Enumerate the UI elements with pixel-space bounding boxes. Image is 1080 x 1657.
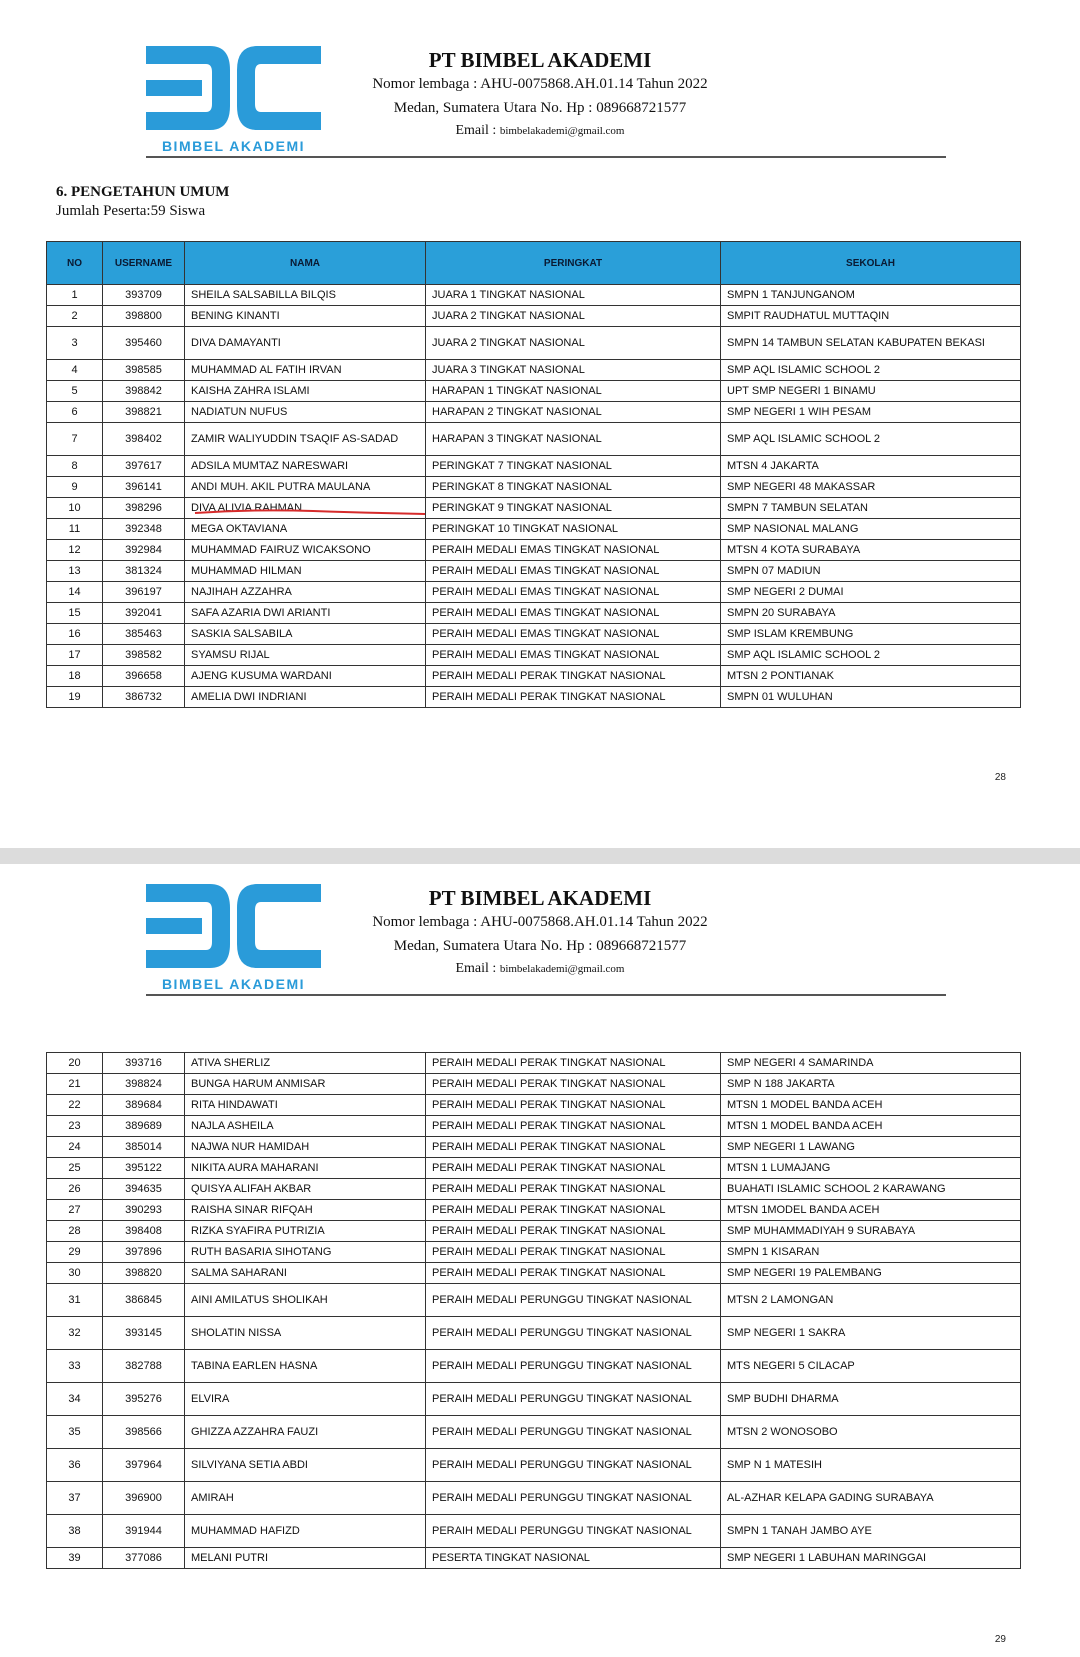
name-cell: ZAMIR WALIYUDDIN TSAQIF AS-SADAD xyxy=(185,423,426,456)
username-cell: 377086 xyxy=(103,1548,185,1569)
name-cell: RAISHA SINAR RIFQAH xyxy=(185,1200,426,1221)
username-cell: 395276 xyxy=(103,1383,185,1416)
name-cell: SASKIA SALSABILA xyxy=(185,624,426,645)
table-row xyxy=(47,1515,1021,1548)
username-cell: 398408 xyxy=(103,1221,185,1242)
table-row xyxy=(47,582,1021,603)
rank-cell: PERAIH MEDALI PERAK TINGKAT NASIONAL xyxy=(426,1074,721,1095)
row-number: 37 xyxy=(47,1482,103,1515)
header-peringkat: PERINGKAT xyxy=(426,242,721,285)
rank-cell: PERINGKAT 9 TINGKAT NASIONAL xyxy=(426,498,721,519)
page-number: 28 xyxy=(994,772,1006,783)
name-cell: ELVIRA xyxy=(185,1383,426,1416)
school-cell: SMP AQL ISLAMIC SCHOOL 2 xyxy=(721,360,1021,381)
registration-number: Nomor lembaga : AHU-0075868.AH.01.14 Tahun 2022 xyxy=(372,914,708,930)
name-cell: NAJLA ASHEILA xyxy=(185,1116,426,1137)
email-value: bimbelakademi@gmail.com xyxy=(499,125,625,137)
rank-cell: PERAIH MEDALI PERAK TINGKAT NASIONAL xyxy=(426,1200,721,1221)
school-cell: SMPN 1 KISARAN xyxy=(721,1242,1021,1263)
row-number: 4 xyxy=(47,360,103,381)
rank-cell: PESERTA TINGKAT NASIONAL xyxy=(426,1548,721,1569)
name-cell: BUNGA HARUM ANMISAR xyxy=(185,1074,426,1095)
row-number: 28 xyxy=(47,1221,103,1242)
username-cell: 393145 xyxy=(103,1317,185,1350)
participant-count: Jumlah Peserta:59 Siswa xyxy=(56,203,206,219)
row-number: 32 xyxy=(47,1317,103,1350)
logo-text: BIMBEL AKADEMI xyxy=(161,138,306,154)
username-cell: 396658 xyxy=(103,666,185,687)
section-heading xyxy=(56,182,229,220)
table-row xyxy=(47,540,1021,561)
name-cell: RIZKA SYAFIRA PUTRIZIA xyxy=(185,1221,426,1242)
table-row xyxy=(47,1284,1021,1317)
username-cell: 381324 xyxy=(103,561,185,582)
row-number: 30 xyxy=(47,1263,103,1284)
results-table-page-28 xyxy=(46,241,1021,708)
name-cell: SHEILA SALSABILLA BILQIS xyxy=(185,285,426,306)
row-number: 31 xyxy=(47,1284,103,1317)
row-number: 1 xyxy=(47,285,103,306)
school-cell: SMP AQL ISLAMIC SCHOOL 2 xyxy=(721,423,1021,456)
row-number: 12 xyxy=(47,540,103,561)
row-number: 23 xyxy=(47,1116,103,1137)
username-cell: 398402 xyxy=(103,423,185,456)
company-email xyxy=(330,958,750,980)
row-number: 11 xyxy=(47,519,103,540)
row-number: 36 xyxy=(47,1449,103,1482)
name-cell: AMELIA DWI INDRIANI xyxy=(185,687,426,708)
section-title: 6. PENGETAHUN UMUM xyxy=(56,184,230,200)
name-cell: SHOLATIN NISSA xyxy=(185,1317,426,1350)
row-number: 21 xyxy=(47,1074,103,1095)
row-number: 7 xyxy=(47,423,103,456)
rank-cell: PERAIH MEDALI PERAK TINGKAT NASIONAL xyxy=(426,1221,721,1242)
table-row xyxy=(47,1317,1021,1350)
logo-mark-icon xyxy=(146,40,321,136)
row-number: 22 xyxy=(47,1095,103,1116)
username-cell: 398566 xyxy=(103,1416,185,1449)
username-cell: 398800 xyxy=(103,306,185,327)
email-value: bimbelakademi@gmail.com xyxy=(499,963,625,975)
username-cell: 398582 xyxy=(103,645,185,666)
table-row xyxy=(47,1482,1021,1515)
table-row xyxy=(47,402,1021,423)
table-header-row xyxy=(47,242,1021,285)
rank-cell: PERAIH MEDALI PERAK TINGKAT NASIONAL xyxy=(426,1263,721,1284)
row-number: 34 xyxy=(47,1383,103,1416)
name-cell: RITA HINDAWATI xyxy=(185,1095,426,1116)
row-number: 10 xyxy=(47,498,103,519)
rank-cell: PERAIH MEDALI PERAK TINGKAT NASIONAL xyxy=(426,687,721,708)
rank-cell: PERAIH MEDALI PERAK TINGKAT NASIONAL xyxy=(426,1095,721,1116)
username-cell: 392348 xyxy=(103,519,185,540)
red-pen-underline xyxy=(193,507,427,517)
company-name: PT BIMBEL AKADEMI xyxy=(428,48,652,72)
username-cell: 382788 xyxy=(103,1350,185,1383)
name-cell: NAJIHAH AZZAHRA xyxy=(185,582,426,603)
name-cell: ATIVA SHERLIZ xyxy=(185,1053,426,1074)
username-cell: 392041 xyxy=(103,603,185,624)
table-row xyxy=(47,687,1021,708)
school-cell: SMP NEGERI 1 LAWANG xyxy=(721,1137,1021,1158)
school-cell: MTSN 2 LAMONGAN xyxy=(721,1284,1021,1317)
page-number: 29 xyxy=(994,1634,1006,1645)
name-cell: AINI AMILATUS SHOLIKAH xyxy=(185,1284,426,1317)
name-cell: SALMA SAHARANI xyxy=(185,1263,426,1284)
header-sekolah: SEKOLAH xyxy=(721,242,1021,285)
table-row xyxy=(47,1221,1021,1242)
name-cell: SYAMSU RIJAL xyxy=(185,645,426,666)
school-cell: SMP NASIONAL MALANG xyxy=(721,519,1021,540)
company-address: Medan, Sumatera Utara No. Hp : 089668721577 xyxy=(393,938,687,954)
name-cell: MUHAMMAD HILMAN xyxy=(185,561,426,582)
document-page-29 xyxy=(0,864,1080,1657)
row-number: 24 xyxy=(47,1137,103,1158)
bimbel-akademi-logo xyxy=(146,40,321,154)
school-cell: SMP BUDHI DHARMA xyxy=(721,1383,1021,1416)
rank-cell: PERAIH MEDALI PERAK TINGKAT NASIONAL xyxy=(426,1179,721,1200)
row-number: 20 xyxy=(47,1053,103,1074)
name-cell: MUHAMMAD AL FATIH IRVAN xyxy=(185,360,426,381)
username-cell: 395460 xyxy=(103,327,185,360)
name-cell: MEGA OKTAVIANA xyxy=(185,519,426,540)
name-cell: KAISHA ZAHRA ISLAMI xyxy=(185,381,426,402)
row-number: 38 xyxy=(47,1515,103,1548)
row-number: 13 xyxy=(47,561,103,582)
name-cell: MELANI PUTRI xyxy=(185,1548,426,1569)
school-cell: MTS NEGERI 5 CILACAP xyxy=(721,1350,1021,1383)
name-cell: DIVA DAMAYANTI xyxy=(185,327,426,360)
rank-cell: PERAIH MEDALI EMAS TINGKAT NASIONAL xyxy=(426,603,721,624)
school-cell: SMP AQL ISLAMIC SCHOOL 2 xyxy=(721,645,1021,666)
rank-cell: PERAIH MEDALI EMAS TINGKAT NASIONAL xyxy=(426,540,721,561)
username-cell: 398821 xyxy=(103,402,185,423)
row-number: 8 xyxy=(47,456,103,477)
rank-cell: HARAPAN 2 TINGKAT NASIONAL xyxy=(426,402,721,423)
rank-cell: PERAIH MEDALI PERAK TINGKAT NASIONAL xyxy=(426,1137,721,1158)
school-cell: MTSN 2 WONOSOBO xyxy=(721,1416,1021,1449)
rank-cell: HARAPAN 3 TINGKAT NASIONAL xyxy=(426,423,721,456)
rank-cell: PERAIH MEDALI PERUNGGU TINGKAT NASIONAL xyxy=(426,1350,721,1383)
rank-cell: PERAIH MEDALI PERAK TINGKAT NASIONAL xyxy=(426,1053,721,1074)
username-cell: 397964 xyxy=(103,1449,185,1482)
school-cell: AL-AZHAR KELAPA GADING SURABAYA xyxy=(721,1482,1021,1515)
table-row xyxy=(47,1116,1021,1137)
school-cell: SMPN 1 TANAH JAMBO AYE xyxy=(721,1515,1021,1548)
table-row xyxy=(47,285,1021,306)
email-label: Email : xyxy=(455,123,497,138)
table-row xyxy=(47,519,1021,540)
rank-cell: PERAIH MEDALI PERUNGGU TINGKAT NASIONAL xyxy=(426,1284,721,1317)
row-number: 5 xyxy=(47,381,103,402)
row-number: 16 xyxy=(47,624,103,645)
registration-number: Nomor lembaga : AHU-0075868.AH.01.14 Tahun 2022 xyxy=(372,76,708,92)
company-name: PT BIMBEL AKADEMI xyxy=(428,886,652,910)
username-cell: 398842 xyxy=(103,381,185,402)
name-cell: MUHAMMAD FAIRUZ WICAKSONO xyxy=(185,540,426,561)
school-cell: SMPIT RAUDHATUL MUTTAQIN xyxy=(721,306,1021,327)
name-cell: NADIATUN NUFUS xyxy=(185,402,426,423)
school-cell: MTSN 1MODEL BANDA ACEH xyxy=(721,1200,1021,1221)
table-row xyxy=(47,1074,1021,1095)
table-row xyxy=(47,561,1021,582)
header-nama: NAMA xyxy=(185,242,426,285)
table-row xyxy=(47,1137,1021,1158)
table-row xyxy=(47,360,1021,381)
school-cell: SMP ISLAM KREMBUNG xyxy=(721,624,1021,645)
username-cell: 393709 xyxy=(103,285,185,306)
username-cell: 397896 xyxy=(103,1242,185,1263)
table-row xyxy=(47,1416,1021,1449)
table-row xyxy=(47,1383,1021,1416)
rank-cell: PERINGKAT 8 TINGKAT NASIONAL xyxy=(426,477,721,498)
row-number: 39 xyxy=(47,1548,103,1569)
school-cell: MTSN 1 MODEL BANDA ACEH xyxy=(721,1116,1021,1137)
name-cell: NAJWA NUR HAMIDAH xyxy=(185,1137,426,1158)
school-cell: SMP NEGERI 1 SAKRA xyxy=(721,1317,1021,1350)
username-cell: 385014 xyxy=(103,1137,185,1158)
row-number: 15 xyxy=(47,603,103,624)
school-cell: SMPN 14 TAMBUN SELATAN KABUPATEN BEKASI xyxy=(721,327,1021,360)
rank-cell: PERAIH MEDALI EMAS TINGKAT NASIONAL xyxy=(426,561,721,582)
row-number: 29 xyxy=(47,1242,103,1263)
username-cell: 392984 xyxy=(103,540,185,561)
table-row xyxy=(47,477,1021,498)
logo-mark-icon xyxy=(146,878,321,974)
school-cell: MTSN 4 JAKARTA xyxy=(721,456,1021,477)
school-cell: SMP NEGERI 48 MAKASSAR xyxy=(721,477,1021,498)
username-cell: 396900 xyxy=(103,1482,185,1515)
table-row xyxy=(47,327,1021,360)
rank-cell: JUARA 2 TINGKAT NASIONAL xyxy=(426,306,721,327)
rank-cell: PERAIH MEDALI PERUNGGU TINGKAT NASIONAL xyxy=(426,1482,721,1515)
username-cell: 389684 xyxy=(103,1095,185,1116)
name-cell: NIKITA AURA MAHARANI xyxy=(185,1158,426,1179)
school-cell: SMPN 1 TANJUNGANOM xyxy=(721,285,1021,306)
table-row xyxy=(47,456,1021,477)
table-row xyxy=(47,1548,1021,1569)
school-cell: MTSN 1 MODEL BANDA ACEH xyxy=(721,1095,1021,1116)
row-number: 3 xyxy=(47,327,103,360)
table-row xyxy=(47,306,1021,327)
row-number: 17 xyxy=(47,645,103,666)
row-number: 27 xyxy=(47,1200,103,1221)
username-cell: 396141 xyxy=(103,477,185,498)
rank-cell: PERAIH MEDALI PERUNGGU TINGKAT NASIONAL xyxy=(426,1317,721,1350)
table-row xyxy=(47,1350,1021,1383)
name-cell: ANDI MUH. AKIL PUTRA MAULANA xyxy=(185,477,426,498)
header-no: NO xyxy=(47,242,103,285)
name-cell: BENING KINANTI xyxy=(185,306,426,327)
school-cell: BUAHATI ISLAMIC SCHOOL 2 KARAWANG xyxy=(721,1179,1021,1200)
rank-cell: PERAIH MEDALI PERAK TINGKAT NASIONAL xyxy=(426,1158,721,1179)
username-cell: 398820 xyxy=(103,1263,185,1284)
rank-cell: PERAIH MEDALI PERUNGGU TINGKAT NASIONAL xyxy=(426,1416,721,1449)
name-cell: DIVA ALIVIA RAHMAN xyxy=(185,498,426,519)
row-number: 18 xyxy=(47,666,103,687)
table-row xyxy=(47,1095,1021,1116)
row-number: 25 xyxy=(47,1158,103,1179)
name-cell: TABINA EARLEN HASNA xyxy=(185,1350,426,1383)
rank-cell: PERAIH MEDALI PERAK TINGKAT NASIONAL xyxy=(426,1116,721,1137)
table-row xyxy=(47,666,1021,687)
table-row xyxy=(47,1263,1021,1284)
rank-cell: PERAIH MEDALI EMAS TINGKAT NASIONAL xyxy=(426,645,721,666)
name-cell: ADSILA MUMTAZ NARESWARI xyxy=(185,456,426,477)
school-cell: SMP MUHAMMADIYAH 9 SURABAYA xyxy=(721,1221,1021,1242)
rank-cell: JUARA 2 TINGKAT NASIONAL xyxy=(426,327,721,360)
table-row xyxy=(47,1053,1021,1074)
username-cell: 391944 xyxy=(103,1515,185,1548)
school-cell: SMPN 20 SURABAYA xyxy=(721,603,1021,624)
rank-cell: PERAIH MEDALI PERUNGGU TINGKAT NASIONAL xyxy=(426,1515,721,1548)
table-row xyxy=(47,381,1021,402)
username-cell: 389689 xyxy=(103,1116,185,1137)
school-cell: SMP N 1 MATESIH xyxy=(721,1449,1021,1482)
school-cell: MTSN 2 PONTIANAK xyxy=(721,666,1021,687)
table-row xyxy=(47,603,1021,624)
company-email xyxy=(330,120,750,142)
table-row xyxy=(47,645,1021,666)
rank-cell: JUARA 3 TINGKAT NASIONAL xyxy=(426,360,721,381)
username-cell: 394635 xyxy=(103,1179,185,1200)
username-cell: 398296 xyxy=(103,498,185,519)
rank-cell: PERAIH MEDALI EMAS TINGKAT NASIONAL xyxy=(426,624,721,645)
header-divider xyxy=(146,994,946,996)
table-row xyxy=(47,1158,1021,1179)
table-row xyxy=(47,1200,1021,1221)
name-cell: MUHAMMAD HAFIZD xyxy=(185,1515,426,1548)
name-cell: AMIRAH xyxy=(185,1482,426,1515)
school-cell: SMPN 01 WULUHAN xyxy=(721,687,1021,708)
school-cell: SMP NEGERI 1 LABUHAN MARINGGAI xyxy=(721,1548,1021,1569)
username-cell: 390293 xyxy=(103,1200,185,1221)
username-cell: 393716 xyxy=(103,1053,185,1074)
school-cell: MTSN 4 KOTA SURABAYA xyxy=(721,540,1021,561)
row-number: 26 xyxy=(47,1179,103,1200)
username-cell: 385463 xyxy=(103,624,185,645)
bimbel-akademi-logo xyxy=(146,878,321,992)
username-cell: 397617 xyxy=(103,456,185,477)
header-divider xyxy=(146,156,946,158)
row-number: 33 xyxy=(47,1350,103,1383)
username-cell: 386732 xyxy=(103,687,185,708)
school-cell: SMP NEGERI 4 SAMARINDA xyxy=(721,1053,1021,1074)
school-cell: SMPN 7 TAMBUN SELATAN xyxy=(721,498,1021,519)
school-cell: SMP NEGERI 2 DUMAI xyxy=(721,582,1021,603)
name-cell: AJENG KUSUMA WARDANI xyxy=(185,666,426,687)
name-cell: RUTH BASARIA SIHOTANG xyxy=(185,1242,426,1263)
table-row xyxy=(47,423,1021,456)
school-cell: SMP NEGERI 19 PALEMBANG xyxy=(721,1263,1021,1284)
username-cell: 398585 xyxy=(103,360,185,381)
username-cell: 386845 xyxy=(103,1284,185,1317)
username-cell: 395122 xyxy=(103,1158,185,1179)
table-body xyxy=(47,285,1021,708)
table-body xyxy=(47,1053,1021,1569)
rank-cell: PERAIH MEDALI PERUNGGU TINGKAT NASIONAL xyxy=(426,1449,721,1482)
school-cell: SMP NEGERI 1 WIH PESAM xyxy=(721,402,1021,423)
row-number: 6 xyxy=(47,402,103,423)
row-number: 14 xyxy=(47,582,103,603)
name-cell: GHIZZA AZZAHRA FAUZI xyxy=(185,1416,426,1449)
rank-cell: PERAIH MEDALI PERAK TINGKAT NASIONAL xyxy=(426,666,721,687)
logo-text: BIMBEL AKADEMI xyxy=(161,976,306,992)
school-cell: UPT SMP NEGERI 1 BINAMU xyxy=(721,381,1021,402)
letterhead xyxy=(330,886,750,980)
rank-cell: PERAIH MEDALI PERUNGGU TINGKAT NASIONAL xyxy=(426,1383,721,1416)
username-cell: 398824 xyxy=(103,1074,185,1095)
row-number: 2 xyxy=(47,306,103,327)
table-row xyxy=(47,1449,1021,1482)
name-cell: SILVIYANA SETIA ABDI xyxy=(185,1449,426,1482)
row-number: 9 xyxy=(47,477,103,498)
results-table-page-29 xyxy=(46,1052,1021,1569)
row-number: 35 xyxy=(47,1416,103,1449)
school-cell: SMPN 07 MADIUN xyxy=(721,561,1021,582)
table-row xyxy=(47,624,1021,645)
name-cell: QUISYA ALIFAH AKBAR xyxy=(185,1179,426,1200)
table-row xyxy=(47,1242,1021,1263)
header-username: USERNAME xyxy=(103,242,185,285)
rank-cell: PERINGKAT 7 TINGKAT NASIONAL xyxy=(426,456,721,477)
email-label: Email : xyxy=(455,961,497,976)
username-cell: 396197 xyxy=(103,582,185,603)
company-address: Medan, Sumatera Utara No. Hp : 089668721577 xyxy=(393,100,687,116)
letterhead xyxy=(330,48,750,142)
rank-cell: PERAIH MEDALI EMAS TINGKAT NASIONAL xyxy=(426,582,721,603)
rank-cell: JUARA 1 TINGKAT NASIONAL xyxy=(426,285,721,306)
school-cell: MTSN 1 LUMAJANG xyxy=(721,1158,1021,1179)
rank-cell: PERAIH MEDALI PERAK TINGKAT NASIONAL xyxy=(426,1242,721,1263)
row-number: 19 xyxy=(47,687,103,708)
school-cell: SMP N 188 JAKARTA xyxy=(721,1074,1021,1095)
name-cell: SAFA AZARIA DWI ARIANTI xyxy=(185,603,426,624)
rank-cell: HARAPAN 1 TINGKAT NASIONAL xyxy=(426,381,721,402)
rank-cell: PERINGKAT 10 TINGKAT NASIONAL xyxy=(426,519,721,540)
table-row xyxy=(47,1179,1021,1200)
